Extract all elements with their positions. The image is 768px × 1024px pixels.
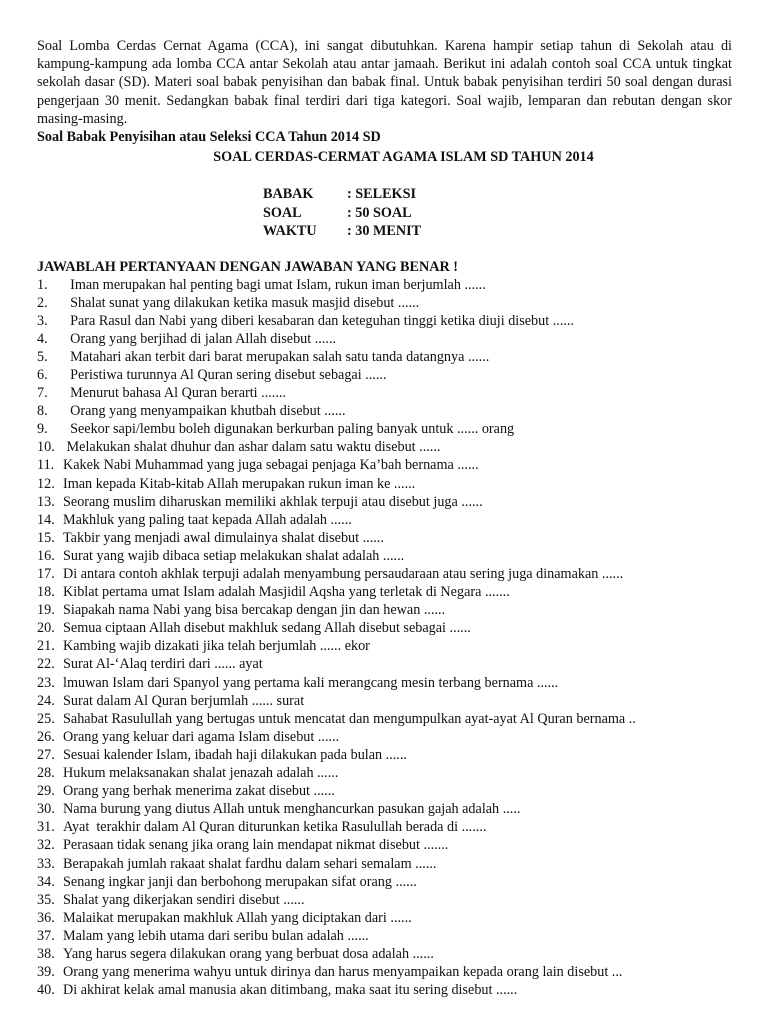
meta-row-soal (37, 204, 732, 223)
instruction-heading: JAWABLAH PERTANYAAN DENGAN JAWABAN YANG BENAR ! (37, 258, 458, 275)
question-text: Orang yang menerima wahyu untuk dirinya dan harus menyampaikan kepada orang lain disebut ... (63, 964, 623, 981)
question-item (37, 746, 732, 764)
question-item (37, 764, 732, 782)
question-text: Surat yang wajib dibaca setiap melakukan shalat adalah ...... (63, 547, 405, 564)
question-text: Orang yang berhak menerima zakat disebut ...... (63, 783, 335, 800)
question-item (37, 782, 732, 800)
question-text: Di akhirat kelak amal manusia akan ditimbang, maka saat itu sering disebut ...... (63, 982, 518, 999)
question-number: 16. (37, 547, 55, 564)
question-item (37, 565, 732, 583)
question-text: Melakukan shalat dhuhur dan ashar dalam satu waktu disebut ...... (63, 439, 441, 456)
question-number: 19. (37, 602, 55, 619)
question-number: 4. (37, 330, 48, 347)
question-item (37, 583, 732, 601)
question-number: 17. (37, 566, 55, 583)
meta-value: : 50 SOAL (347, 204, 412, 221)
question-text: Shalat yang dikerjakan sendiri disebut ...... (63, 891, 305, 908)
question-number: 28. (37, 765, 55, 782)
question-item (37, 728, 732, 746)
meta-row-waktu (37, 222, 732, 241)
question-number: 27. (37, 746, 55, 763)
question-number: 24. (37, 692, 55, 709)
meta-value: : SELEKSI (347, 186, 416, 203)
question-number: 20. (37, 620, 55, 637)
question-text: lmuwan Islam dari Spanyol yang pertama kali merangcang mesin terbang bernama ...... (63, 674, 559, 691)
intro-paragraph: Soal Lomba Cerdas Cernat Agama (CCA), ini sangat dibutuhkan. Karena hampir setiap tahun di Sekolah atau di kampung-kampung ada lomba CCA antar Sekolah atau antar jamaah. Berikut ini adalah contoh soal CCA untuk tingkat sekolah dasar (SD). Materi soal babak penyisihan dan babak final. Untuk babak penyisihan terdiri 50 soal dengan durasi pengerjaan 30 menit. Sedangkan babak final terdiri dari tiga kategori. Soal wajib, lemparan dan rebutan dengan skor masing-masing. (37, 38, 732, 127)
question-item (37, 330, 732, 348)
question-number: 23. (37, 674, 55, 691)
question-text: Yang harus segera dilakukan orang yang berbuat dosa adalah ...... (63, 945, 434, 962)
question-number: 7. (37, 385, 48, 402)
meta-key: BABAK (263, 186, 314, 203)
document-subtitle: Soal Babak Penyisihan atau Seleksi CCA Tahun 2014 SD (37, 129, 381, 146)
question-number: 33. (37, 855, 55, 872)
question-number: 9. (37, 421, 48, 438)
question-number: 29. (37, 783, 55, 800)
question-number: 13. (37, 493, 55, 510)
question-item (37, 855, 732, 873)
question-item (37, 655, 732, 673)
question-item (37, 475, 732, 493)
question-text: Perasaan tidak senang jika orang lain mendapat nikmat disebut ....... (63, 837, 449, 854)
question-text: Surat dalam Al Quran berjumlah ...... surat (63, 692, 305, 709)
question-number: 31. (37, 819, 55, 836)
question-item (37, 456, 732, 474)
question-number: 35. (37, 891, 55, 908)
question-text: Sahabat Rasulullah yang bertugas untuk mencatat dan mengumpulkan ayat-ayat Al Quran bernama .. (63, 710, 636, 727)
question-text: Kakek Nabi Muhammad yang juga sebagai penjaga Ka’bah bernama ...... (63, 457, 479, 474)
question-item (37, 348, 732, 366)
question-item (37, 529, 732, 547)
question-number: 3. (37, 312, 48, 329)
question-text: Siapakah nama Nabi yang bisa bercakap dengan jin dan hewan ...... (63, 602, 446, 619)
question-list (37, 276, 732, 1000)
question-text: Iman kepada Kitab-kitab Allah merupakan rukun iman ke ...... (63, 475, 416, 492)
question-number: 30. (37, 801, 55, 818)
question-number: 25. (37, 710, 55, 727)
question-item (37, 637, 732, 655)
question-item (37, 438, 732, 456)
question-item (37, 909, 732, 927)
question-number: 8. (37, 403, 48, 420)
meta-row-babak (37, 185, 732, 204)
question-item (37, 818, 732, 836)
question-item (37, 945, 732, 963)
question-text: Seorang muslim diharuskan memiliki akhlak terpuji atau disebut juga ...... (63, 493, 483, 510)
question-text: Berapakah jumlah rakaat shalat fardhu dalam sehari semalam ...... (63, 855, 437, 872)
question-item (37, 710, 732, 728)
question-item (37, 873, 732, 891)
question-item (37, 366, 732, 384)
question-text: Hukum melaksanakan shalat jenazah adalah ...... (63, 765, 339, 782)
question-number: 22. (37, 656, 55, 673)
question-number: 10. (37, 439, 55, 456)
question-item (37, 619, 732, 637)
question-item (37, 493, 732, 511)
question-item (37, 674, 732, 692)
question-text: Kiblat pertama umat Islam adalah Masjidil Aqsha yang terletak di Negara ....... (63, 584, 510, 601)
question-item (37, 927, 732, 945)
question-item (37, 963, 732, 981)
question-item (37, 800, 732, 818)
question-text: Ayat terakhir dalam Al Quran diturunkan ketika Rasulullah berada di ....... (63, 819, 487, 836)
question-text: Orang yang berjihad di jalan Allah disebut ...... (63, 330, 337, 347)
question-text: Senang ingkar janji dan berbohong merupakan sifat orang ...... (63, 873, 417, 890)
question-text: Surat Al-‘Alaq terdiri dari ...... ayat (63, 656, 263, 673)
question-item (37, 402, 732, 420)
question-number: 12. (37, 475, 55, 492)
meta-value: : 30 MENIT (347, 223, 422, 240)
meta-key: WAKTU (263, 223, 317, 240)
question-number: 21. (37, 638, 55, 655)
question-item (37, 836, 732, 854)
question-number: 5. (37, 348, 48, 365)
question-item (37, 384, 732, 402)
question-item (37, 601, 732, 619)
question-number: 34. (37, 873, 55, 890)
exam-meta (37, 185, 732, 241)
question-text: Iman merupakan hal penting bagi umat Islam, rukun iman berjumlah ...... (63, 276, 486, 293)
question-item (37, 891, 732, 909)
question-text: Orang yang keluar dari agama Islam disebut ...... (63, 728, 340, 745)
question-item (37, 420, 732, 438)
question-number: 32. (37, 837, 55, 854)
question-number: 15. (37, 529, 55, 546)
question-text: Di antara contoh akhlak terpuji adalah menyambung persaudaraan atau sering juga dinamakan ...... (63, 566, 624, 583)
question-text: Shalat sunat yang dilakukan ketika masuk masjid disebut ...... (63, 294, 420, 311)
question-text: Nama burung yang diutus Allah untuk menghancurkan pasukan gajah adalah ..... (63, 801, 521, 818)
question-number: 6. (37, 366, 48, 383)
question-number: 39. (37, 964, 55, 981)
question-item (37, 692, 732, 710)
question-text: Makhluk yang paling taat kepada Allah adalah ...... (63, 511, 352, 528)
question-number: 18. (37, 584, 55, 601)
question-item (37, 312, 732, 330)
question-number: 26. (37, 728, 55, 745)
question-number: 37. (37, 927, 55, 944)
document-title: SOAL CERDAS-CERMAT AGAMA ISLAM SD TAHUN 2014 (213, 149, 594, 166)
question-item (37, 294, 732, 312)
question-text: Sesuai kalender Islam, ibadah haji dilakukan pada bulan ...... (63, 746, 407, 763)
question-item (37, 981, 732, 999)
question-number: 14. (37, 511, 55, 528)
question-text: Matahari akan terbit dari barat merupakan salah satu tanda datangnya ...... (63, 348, 490, 365)
question-item (37, 547, 732, 565)
question-text: Malaikat merupakan makhluk Allah yang diciptakan dari ...... (63, 909, 412, 926)
question-number: 38. (37, 945, 55, 962)
question-text: Kambing wajib dizakati jika telah berjumlah ...... ekor (63, 638, 370, 655)
question-text: Orang yang menyampaikan khutbah disebut ...... (63, 403, 346, 420)
question-text: Seekor sapi/lembu boleh digunakan berkurban paling banyak untuk ...... orang (63, 421, 515, 438)
question-number: 1. (37, 276, 48, 293)
meta-key: SOAL (263, 204, 302, 221)
question-number: 11. (37, 457, 55, 474)
question-number: 2. (37, 294, 48, 311)
question-text: Takbir yang menjadi awal dimulainya shalat disebut ...... (63, 529, 384, 546)
question-item (37, 511, 732, 529)
question-text: Menurut bahasa Al Quran berarti ....... (63, 385, 286, 402)
question-text: Malam yang lebih utama dari seribu bulan adalah ...... (63, 927, 369, 944)
question-number: 36. (37, 909, 55, 926)
question-number: 40. (37, 982, 55, 999)
question-item (37, 276, 732, 294)
question-text: Peristiwa turunnya Al Quran sering disebut sebagai ...... (63, 366, 387, 383)
question-text: Para Rasul dan Nabi yang diberi kesabaran dan keteguhan tinggi ketika diuji disebut ...... (63, 312, 575, 329)
question-text: Semua ciptaan Allah disebut makhluk sedang Allah disebut sebagai ...... (63, 620, 471, 637)
